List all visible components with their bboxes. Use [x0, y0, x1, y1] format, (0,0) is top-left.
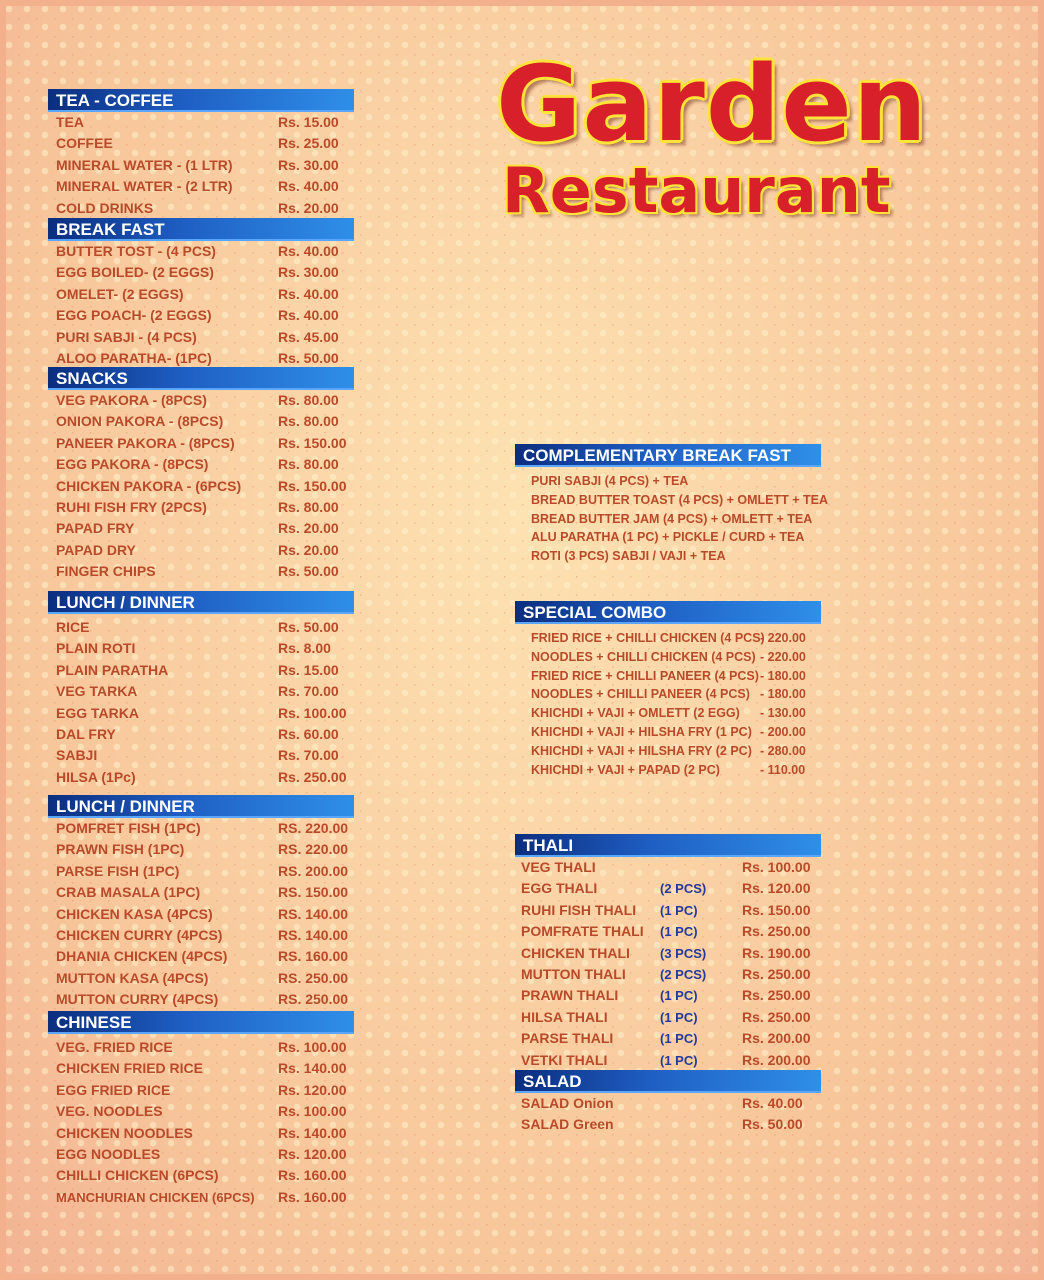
- menu-item: [48, 561, 354, 582]
- item-price: Rs. 120.00: [742, 880, 811, 897]
- item-price: Rs. 20.00: [278, 199, 339, 216]
- item-price: Rs. 100.00: [278, 1039, 347, 1055]
- item-price: Rs. 40.00: [278, 243, 339, 259]
- item-name: VEG. NOODLES: [56, 1103, 163, 1120]
- item-name: COFFEE: [56, 135, 113, 152]
- menu-item: [48, 703, 354, 724]
- menu-item: [48, 241, 354, 262]
- item-price: Rs. 140.00: [278, 1060, 347, 1077]
- item-name: CHICKEN NOODLES: [56, 1124, 193, 1141]
- item-price: Rs. 30.00: [278, 264, 339, 281]
- combo-item: [515, 685, 821, 704]
- section-heading: LUNCH / DINNER: [48, 591, 354, 614]
- item-price: RS. 250.00: [278, 969, 349, 986]
- menu-item: [48, 1144, 354, 1165]
- menu-item: [48, 745, 354, 766]
- section-heading: SNACKS: [48, 367, 354, 390]
- item-price: Rs. 120.00: [278, 1081, 347, 1098]
- item-price: Rs. 250.00: [278, 768, 347, 785]
- item-price: Rs. 200.00: [742, 1030, 811, 1047]
- item-price: RS. 250.00: [278, 991, 349, 1008]
- item-price: Rs. 160.00: [278, 1167, 347, 1184]
- menu-item: [48, 305, 354, 326]
- menu-item: [48, 327, 354, 348]
- item-name: PAPAD DRY: [56, 541, 136, 558]
- item-name: ONION PAKORA - (8PCS): [56, 413, 224, 430]
- item-price: Rs. 15.00: [278, 661, 339, 678]
- menu-item: [48, 262, 354, 283]
- menu-item: [48, 904, 354, 925]
- item-name: KHICHDI + VAJI + HILSHA FRY (1 PC): [531, 724, 752, 739]
- item-price: Rs. 80.00: [278, 413, 339, 430]
- item-price: Rs. 150.00: [742, 901, 811, 918]
- thali-item: [515, 1050, 821, 1071]
- item-price: Rs. 150.00: [278, 477, 347, 494]
- item-price: Rs. 250.00: [742, 1008, 811, 1025]
- item-name: ALOO PARATHA- (1PC): [56, 349, 212, 366]
- item-name: DHANIA CHICKEN (4PCS): [56, 948, 228, 965]
- item-name: VEG. FRIED RICE: [56, 1039, 173, 1055]
- menu-item: [48, 946, 354, 967]
- menu-item: [48, 681, 354, 702]
- menu-item: [48, 839, 354, 860]
- item-price: Rs. 100.00: [278, 704, 347, 721]
- item-name: TEA: [56, 114, 84, 130]
- item-name: MANCHURIAN CHICKEN (6PCS): [56, 1189, 255, 1205]
- item-price: Rs. 160.00: [278, 1188, 347, 1205]
- menu-item: [48, 1123, 354, 1144]
- item-name: MINERAL WATER - (2 LTR): [56, 178, 233, 195]
- thali-item: [515, 1028, 821, 1049]
- item-name: RUHI FISH FRY (2PCS): [56, 498, 207, 515]
- item-name: MINERAL WATER - (1 LTR): [56, 156, 233, 173]
- menu-item: [48, 861, 354, 882]
- item-price: Rs. 200.00: [742, 1051, 811, 1068]
- item-name: CHICKEN FRIED RICE: [56, 1060, 204, 1077]
- section-chinese: [48, 1011, 354, 1208]
- item-name: MUTTON THALI: [521, 965, 626, 982]
- item-price: Rs. 30.00: [278, 156, 339, 173]
- menu-item: [48, 518, 354, 539]
- menu-item: [48, 724, 354, 745]
- item-name: CHICKEN CURRY (4PCS): [56, 926, 223, 943]
- item-name: EGG TARKA: [56, 704, 139, 721]
- item-name: FRIED RICE + CHILLI PANEER (4 PCS): [531, 668, 759, 683]
- item-price: Rs. 8.00: [278, 640, 331, 657]
- item-name: VEG THALI: [521, 859, 596, 875]
- item-name: DAL FRY: [56, 725, 116, 742]
- item-price: RS. 140.00: [278, 905, 349, 922]
- menu-item: [48, 1058, 354, 1079]
- item-name: PARSE THALI: [521, 1030, 614, 1047]
- thali-item: [515, 943, 821, 964]
- section-thali: [515, 834, 821, 1071]
- item-name: EGG THALI: [521, 880, 598, 897]
- item-qty: (1 PC): [660, 902, 698, 918]
- section-special-combo: [515, 601, 821, 779]
- item-name: HILSA THALI: [521, 1008, 608, 1025]
- combo-item: [515, 742, 821, 761]
- item-name: SALAD Green: [521, 1116, 614, 1133]
- item-name: OMELET- (2 EGGS): [56, 285, 184, 302]
- combo-item: [515, 667, 821, 686]
- item-price: Rs. 70.00: [278, 747, 339, 764]
- section-lunch-dinner-veg: [48, 591, 354, 788]
- item-price: Rs. 70.00: [278, 683, 339, 700]
- menu-item: [48, 660, 354, 681]
- item-name: EGG NOODLES: [56, 1145, 161, 1162]
- section-heading: TEA - COFFEE: [48, 89, 354, 112]
- item-name: POMFRET FISH (1PC): [56, 820, 201, 836]
- title-garden: Garden: [496, 43, 928, 165]
- item-price: Rs. 20.00: [278, 520, 339, 537]
- menu-item: [48, 540, 354, 561]
- menu-item: [48, 176, 354, 197]
- item-price: Rs. 250.00: [742, 923, 811, 940]
- item-price: Rs. 50.00: [742, 1116, 803, 1133]
- item-price: RS. 140.00: [278, 926, 349, 943]
- menu-item: [48, 925, 354, 946]
- complementary-item: [515, 491, 829, 510]
- item-name: BREAD BUTTER TOAST (4 PCS) + OMLETT + TEA: [531, 492, 829, 507]
- item-price: Rs. 50.00: [278, 619, 339, 635]
- item-name: MUTTON KASA (4PCS): [56, 969, 209, 986]
- menu-item: [48, 1037, 354, 1058]
- menu-item: [48, 989, 354, 1010]
- item-name: RUHI FISH THALI: [521, 901, 637, 918]
- item-price: Rs. 250.00: [742, 965, 811, 982]
- menu-item: [48, 818, 354, 839]
- menu-item: [48, 390, 354, 411]
- item-name: VEG PAKORA - (8PCS): [56, 392, 207, 408]
- menu-item: [48, 284, 354, 305]
- item-name: KHICHDI + VAJI + PAPAD (2 PC): [531, 762, 720, 777]
- thali-item: [515, 921, 821, 942]
- section-snacks: [48, 367, 354, 583]
- item-qty: (3 PCS): [660, 945, 707, 961]
- section-heading: SPECIAL COMBO: [515, 601, 821, 624]
- item-name: KHICHDI + VAJI + OMLETT (2 EGG): [531, 706, 740, 721]
- item-price: RS. 200.00: [278, 862, 349, 879]
- item-price: Rs. 15.00: [278, 114, 339, 130]
- item-price: Rs. 100.00: [278, 1103, 347, 1120]
- item-name: NOODLES + CHILLI PANEER (4 PCS): [531, 687, 750, 702]
- item-name: COLD DRINKS: [56, 199, 154, 216]
- item-price: Rs. 25.00: [278, 135, 339, 152]
- salad-item: [515, 1114, 821, 1135]
- salad-item: [515, 1093, 821, 1114]
- section-tea-coffee: [48, 89, 354, 219]
- item-name: POMFRATE THALI: [521, 923, 644, 940]
- combo-item: [515, 629, 821, 648]
- menu-item: [48, 433, 354, 454]
- item-name: PANEER PAKORA - (8PCS): [56, 434, 235, 451]
- menu-item: [48, 968, 354, 989]
- item-name: CHICKEN THALI: [521, 944, 630, 961]
- item-price: RS. 220.00: [278, 841, 349, 858]
- complementary-item: [515, 528, 821, 547]
- item-name: PURI SABJI - (4 PCS): [56, 328, 197, 345]
- menu-item: [48, 617, 354, 638]
- item-qty: (1 PC): [660, 988, 698, 1004]
- item-name: ROTI (3 PCS) SABJI / VAJI + TEA: [531, 549, 726, 564]
- restaurant-title: [496, 43, 936, 227]
- item-price: Rs. 250.00: [742, 987, 811, 1004]
- item-qty: (2 PCS): [660, 881, 707, 897]
- menu-item: [48, 411, 354, 432]
- menu-item: [48, 1187, 354, 1208]
- item-name: CRAB MASALA (1PC): [56, 884, 201, 901]
- item-price: - 200.00: [760, 724, 806, 739]
- section-heading: CHINESE: [48, 1011, 354, 1034]
- item-name: CHICKEN PAKORA - (6PCS): [56, 477, 242, 494]
- section-heading: SALAD: [515, 1070, 821, 1093]
- menu-item: [48, 454, 354, 475]
- item-name: PARSE FISH (1PC): [56, 862, 180, 879]
- item-name: EGG FRIED RICE: [56, 1081, 171, 1098]
- menu-item: [48, 1080, 354, 1101]
- item-price: Rs. 80.00: [278, 498, 339, 515]
- item-price: - 280.00: [760, 743, 806, 758]
- item-price: Rs. 50.00: [278, 563, 339, 580]
- item-price: Rs. 60.00: [278, 725, 339, 742]
- item-price: Rs. 120.00: [278, 1145, 347, 1162]
- item-price: Rs. 45.00: [278, 328, 339, 345]
- item-price: - 220.00: [760, 649, 806, 664]
- menu-item: [48, 155, 354, 176]
- menu-item: [48, 882, 354, 903]
- combo-item: [515, 761, 821, 780]
- item-price: RS. 220.00: [278, 820, 349, 836]
- menu-item: [48, 638, 354, 659]
- item-price: Rs. 40.00: [278, 178, 339, 195]
- item-name: CHILLI CHICKEN (6PCS): [56, 1167, 219, 1184]
- item-price: - 110.00: [760, 762, 806, 777]
- complementary-item: [515, 472, 821, 491]
- section-heading: COMPLEMENTARY BREAK FAST: [515, 444, 821, 467]
- item-name: FRIED RICE + CHILLI CHICKEN (4 PCS): [531, 631, 765, 645]
- item-qty: (1 PC): [660, 1052, 698, 1068]
- item-price: Rs. 50.00: [278, 349, 339, 366]
- item-price: RS. 150.00: [278, 884, 349, 901]
- item-price: Rs. 40.00: [278, 307, 339, 324]
- item-name: KHICHDI + VAJI + HILSHA FRY (2 PC): [531, 743, 752, 758]
- thali-item: [515, 878, 821, 899]
- item-price: Rs. 80.00: [278, 456, 339, 473]
- item-name: FINGER CHIPS: [56, 563, 156, 580]
- item-price: - 220.00: [760, 631, 806, 645]
- section-break-fast: [48, 218, 354, 369]
- thali-item: [515, 1007, 821, 1028]
- item-name: PLAIN PARATHA: [56, 661, 169, 678]
- menu-item: [48, 767, 354, 788]
- section-heading: LUNCH / DINNER: [48, 795, 354, 818]
- item-price: Rs. 40.00: [278, 285, 339, 302]
- item-qty: (1 PC): [660, 1009, 698, 1025]
- item-price: Rs. 40.00: [742, 1095, 803, 1111]
- section-heading: BREAK FAST: [48, 218, 354, 241]
- complementary-item: [515, 547, 821, 566]
- thali-item: [515, 857, 821, 878]
- item-price: Rs. 140.00: [278, 1124, 347, 1141]
- item-price: Rs. 20.00: [278, 541, 339, 558]
- thali-item: [515, 964, 821, 985]
- item-price: RS. 160.00: [278, 948, 349, 965]
- item-name: EGG PAKORA - (8PCS): [56, 456, 209, 473]
- item-name: EGG POACH- (2 EGGS): [56, 307, 212, 324]
- item-qty: (1 PC): [660, 1031, 698, 1047]
- item-qty: (2 PCS): [660, 966, 707, 982]
- complementary-item: [515, 510, 821, 529]
- item-name: VETKI THALI: [521, 1051, 608, 1068]
- item-name: SALAD Onion: [521, 1095, 614, 1111]
- item-name: NOODLES + CHILLI CHICKEN (4 PCS): [531, 649, 756, 664]
- item-name: PAPAD FRY: [56, 520, 135, 537]
- combo-item: [515, 704, 821, 723]
- item-name: PLAIN ROTI: [56, 640, 136, 657]
- item-name: PRAWN FISH (1PC): [56, 841, 185, 858]
- section-heading: THALI: [515, 834, 821, 857]
- item-name: MUTTON CURRY (4PCS): [56, 991, 219, 1008]
- item-price: Rs. 190.00: [742, 944, 811, 961]
- item-name: EGG BOILED- (2 EGGS): [56, 264, 214, 281]
- item-price: - 180.00: [760, 668, 806, 683]
- item-price: - 180.00: [760, 687, 806, 702]
- thali-item: [515, 985, 821, 1006]
- menu-item: [48, 198, 354, 219]
- item-price: - 130.00: [760, 706, 806, 721]
- item-price: Rs. 100.00: [742, 859, 811, 875]
- item-name: BUTTER TOST - (4 PCS): [56, 243, 216, 259]
- item-qty: (1 PC): [660, 924, 698, 940]
- menu-item: [48, 112, 354, 133]
- item-name: RICE: [56, 619, 90, 635]
- section-lunch-dinner-nonveg: [48, 795, 354, 1011]
- thali-item: [515, 900, 821, 921]
- item-name: PURI SABJI (4 PCS) + TEA: [531, 474, 689, 488]
- item-price: Rs. 150.00: [278, 434, 347, 451]
- item-name: VEG TARKA: [56, 683, 138, 700]
- section-salad: [515, 1070, 821, 1136]
- menu-item: [48, 1101, 354, 1122]
- title-restaurant: Restaurant: [502, 154, 891, 227]
- combo-item: [515, 648, 821, 667]
- item-name: ALU PARATHA (1 PC) + PICKLE / CURD + TEA: [531, 530, 805, 545]
- item-name: HILSA (1Pc): [56, 768, 136, 785]
- section-complementary: [515, 444, 829, 566]
- menu-item: [48, 1165, 354, 1186]
- item-name: BREAD BUTTER JAM (4 PCS) + OMLETT + TEA: [531, 511, 813, 526]
- item-price: Rs. 80.00: [278, 392, 339, 408]
- item-name: SABJI: [56, 747, 98, 764]
- menu-item: [48, 476, 354, 497]
- menu-item: [48, 497, 354, 518]
- combo-item: [515, 723, 821, 742]
- menu-item: [48, 133, 354, 154]
- item-name: PRAWN THALI: [521, 987, 619, 1004]
- item-name: CHICKEN KASA (4PCS): [56, 905, 213, 922]
